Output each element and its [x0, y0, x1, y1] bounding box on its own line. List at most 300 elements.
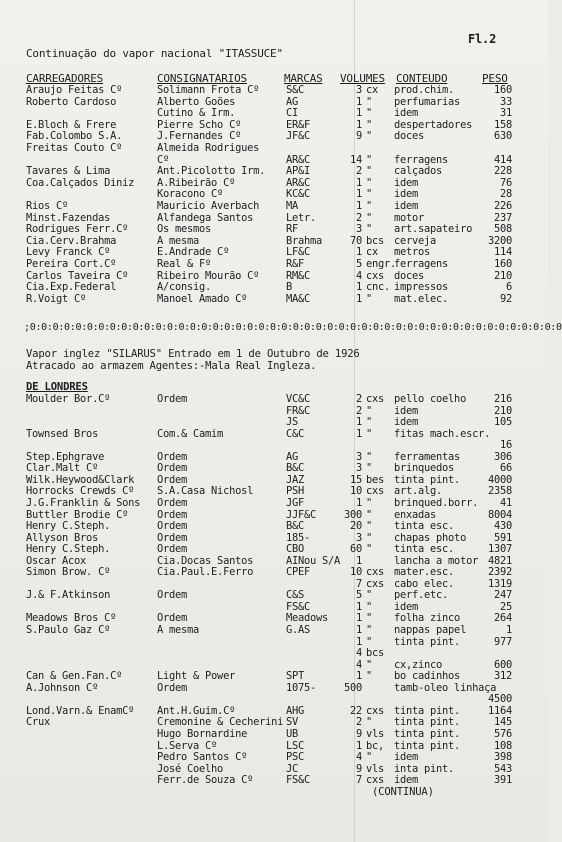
volume-unit-cell: " — [366, 416, 373, 429]
header-marcas: MARCAS — [284, 72, 323, 85]
marca-cell: C&C — [286, 427, 305, 440]
marca-cell: UB — [286, 727, 299, 740]
conteudo-cell: folha zinco — [394, 612, 461, 625]
carregador-cell: Fab.Colombo S.A. — [26, 130, 123, 143]
volume-unit-cell: " — [366, 716, 373, 729]
peso-cell: 8004 — [487, 508, 512, 521]
volume-unit-cell: bcs — [366, 647, 385, 660]
peso-cell: 210 — [493, 404, 512, 417]
conteudo-cell: tinta esc. — [394, 543, 455, 556]
consignatario-cell: Pedro Santos Cº — [157, 751, 248, 764]
volume-count-cell: 1 — [355, 107, 362, 120]
marca-cell: G.AS — [286, 624, 311, 636]
volume-count-cell: 2 — [355, 716, 362, 729]
conteudo-cell: idem — [394, 176, 419, 189]
volume-unit-cell: " — [366, 520, 373, 533]
conteudo-cell: brinqued.borr. — [394, 496, 479, 509]
marca-cell: B&C — [286, 520, 305, 533]
peso-cell: 4000 — [487, 473, 512, 486]
volume-count-cell: 500 — [343, 681, 362, 694]
table-row — [0, 741, 548, 752]
conteudo-cell: idem — [394, 188, 419, 201]
conteudo-cell: ferragens — [394, 153, 449, 166]
peso-cell: 160 — [493, 84, 512, 96]
peso-cell: 1307 — [487, 543, 512, 556]
conteudo-cell: idem — [394, 404, 419, 417]
volume-count-cell: 1 — [355, 200, 362, 212]
volume-count-cell: 3 — [355, 450, 362, 463]
conteudo-cell: idem — [394, 107, 419, 120]
volume-unit-cell: bes — [366, 473, 385, 486]
header-carregadores: CARREGADORES — [26, 72, 104, 85]
consignatario-cell: A.Ribeirão Cº — [157, 176, 236, 189]
conteudo-cell: enxadas — [394, 508, 437, 521]
marca-cell: AHG — [286, 704, 305, 717]
volume-count-cell: 7 — [355, 774, 362, 787]
conteudo-cell: nappas papel — [394, 624, 467, 636]
carregador-cell: Henry C.Steph. — [26, 520, 111, 533]
carregador-cell: Step.Ephgrave — [26, 450, 105, 463]
conteudo-cell: motor — [394, 211, 425, 224]
volume-count-cell: 1 — [355, 739, 362, 752]
peso-cell: 92 — [499, 292, 512, 305]
table-row — [0, 429, 548, 440]
volume-unit-cell: " — [366, 508, 373, 521]
consignatario-cell: A/consig. — [157, 281, 212, 294]
table-row — [0, 486, 548, 497]
peso-cell: 306 — [493, 450, 512, 463]
consignatario-cell: Cutino & Irm. — [157, 107, 236, 120]
conteudo-cell: idem — [394, 751, 419, 764]
carregador-cell: Townsed Bros — [26, 427, 99, 440]
volume-unit-cell: " — [366, 95, 373, 108]
volume-unit-cell: " — [366, 612, 373, 625]
volume-unit-cell: cxs — [366, 577, 385, 590]
carregador-cell: E.Bloch & Frere — [26, 118, 117, 131]
volume-count-cell: 1 — [355, 670, 362, 683]
atracado-line: Atracado ao armazem Agentes:-Mala Real Ingleza. — [26, 360, 317, 372]
volume-count-cell: 7 — [355, 577, 362, 590]
table-row — [0, 625, 548, 636]
table-row — [0, 259, 548, 270]
consignatario-cell: Ordem — [157, 473, 188, 486]
peso-cell: 216 — [493, 393, 512, 405]
table-row — [0, 556, 548, 567]
consignatario-cell: Solimann Frota Cº — [157, 84, 260, 96]
table-row — [0, 236, 548, 247]
marca-cell: S&C — [286, 84, 305, 96]
table-row — [0, 394, 548, 405]
volume-count-cell: 14 — [349, 153, 362, 166]
table-row — [0, 189, 548, 200]
peso-cell: 210 — [493, 269, 512, 282]
volume-unit-cell: " — [366, 130, 373, 143]
volume-count-cell: 1 — [355, 624, 362, 636]
table-row — [0, 775, 548, 786]
conteudo-cell: ferramentas — [394, 450, 461, 463]
conteudo-cell: mat.elec. — [394, 292, 449, 305]
table-row — [0, 178, 548, 189]
volume-count-cell: 3 — [355, 84, 362, 96]
header-conteudo: CONTEUDO — [396, 72, 448, 85]
carregador-cell: Tavares & Lima — [26, 165, 111, 178]
consignatario-cell: L.Serva Cº — [157, 739, 218, 752]
peso-cell: 312 — [493, 670, 512, 683]
volume-unit-cell: cxs — [366, 704, 385, 717]
marca-cell: C&S — [286, 589, 305, 602]
volume-unit-cell: " — [366, 751, 373, 764]
volume-count-cell: 1 — [355, 188, 362, 201]
table-row — [0, 706, 548, 717]
volume-unit-cell: cnc. — [366, 281, 391, 294]
marca-cell: B — [286, 281, 293, 294]
peso-cell: 114 — [493, 246, 512, 259]
consignatario-cell: José Coelho — [157, 762, 224, 775]
consignatario-cell: Ordem — [157, 543, 188, 556]
consignatario-cell: Ordem — [157, 496, 188, 509]
volume-unit-cell: bc, — [366, 739, 385, 752]
consignatario-cell: Cº — [157, 153, 170, 166]
peso-cell: 33 — [499, 95, 512, 108]
table-row — [0, 660, 548, 671]
carregador-cell: Oscar Acox — [26, 554, 87, 567]
table-row — [0, 120, 548, 131]
peso-cell: 16 — [499, 439, 512, 452]
volume-unit-cell: " — [366, 670, 373, 683]
table-row — [0, 294, 548, 305]
conteudo-cell: idem — [394, 774, 419, 787]
volume-count-cell: 1 — [355, 600, 362, 613]
conteudo-cell: cerveja — [394, 234, 437, 247]
conteudo-cell: inta pint. — [394, 762, 455, 775]
conteudo-cell: doces — [394, 130, 425, 143]
conteudo-cell: tinta pint. — [394, 473, 461, 486]
volume-unit-cell: " — [366, 211, 373, 224]
carregador-cell: Can & Gen.Fan.Cº — [26, 670, 123, 683]
volume-count-cell: 20 — [349, 520, 362, 533]
peso-cell: 576 — [493, 727, 512, 740]
conteudo-cell: metros — [394, 246, 431, 259]
volume-count-cell: 3 — [355, 531, 362, 544]
volume-count-cell: 1 — [355, 292, 362, 305]
consignatario-cell: Ribeiro Mourão Cº — [157, 269, 260, 282]
peso-cell: 76 — [499, 176, 512, 189]
consignatario-cell: Ant.Picolotto Irm. — [157, 165, 266, 178]
table-row — [0, 224, 548, 235]
peso-cell: 630 — [493, 130, 512, 143]
volume-count-cell: 1 — [355, 612, 362, 625]
carregador-cell: Araujo Feitas Cº — [26, 84, 123, 96]
peso-cell: 108 — [493, 739, 512, 752]
table-row — [0, 498, 548, 509]
peso-cell: 543 — [493, 762, 512, 775]
table-row — [0, 590, 548, 601]
volume-unit-cell: " — [366, 658, 373, 671]
marca-cell: R&F — [286, 258, 305, 270]
table-row — [0, 440, 548, 451]
carregador-cell: Levy Franck Cº — [26, 246, 111, 259]
header-consignatarios: CONSIGNATARIOS — [157, 72, 247, 85]
conteudo-cell: chapas photo — [394, 531, 467, 544]
header-peso: PESO — [482, 72, 508, 85]
volume-count-cell: 1 — [355, 496, 362, 509]
volume-count-cell: 4 — [355, 269, 362, 282]
consignatario-cell: Ordem — [157, 612, 188, 625]
volume-count-cell: 3 — [355, 223, 362, 236]
volume-count-cell: 1 — [355, 635, 362, 648]
peso-cell: 508 — [493, 223, 512, 236]
conteudo-cell: idem — [394, 600, 419, 613]
volume-count-cell: 1 — [355, 416, 362, 429]
carregador-cell: Lond.Varn.& EnamCº — [26, 704, 135, 717]
table-row — [0, 201, 548, 212]
carregador-cell: Coa.Calçados Diniz — [26, 176, 135, 189]
peso-cell: 1 — [505, 624, 512, 636]
volume-unit-cell: " — [366, 153, 373, 166]
volume-unit-cell: " — [366, 165, 373, 178]
marca-cell: FS&C — [286, 600, 311, 613]
consignatario-cell: Light & Power — [157, 670, 236, 683]
table-row — [0, 671, 548, 682]
consignatario-cell: Cia.Docas Santos — [157, 554, 254, 567]
marca-cell: JC — [286, 762, 299, 775]
table-row — [0, 510, 548, 521]
carregador-cell: S.Paulo Gaz Cº — [26, 624, 111, 636]
marca-cell: MA&C — [286, 292, 311, 305]
volume-count-cell: 9 — [355, 727, 362, 740]
volume-count-cell: 1 — [355, 176, 362, 189]
carregador-cell: Carlos Taveira Cº — [26, 269, 129, 282]
marca-cell: JJF&C — [286, 508, 317, 521]
marca-cell: KC&C — [286, 188, 311, 201]
consignatario-cell: Pierre Scho Cº — [157, 118, 242, 131]
peso-cell: 3200 — [487, 234, 512, 247]
carregador-cell: Pereira Cort.Cº — [26, 258, 117, 270]
page-number: Fl.2 — [468, 32, 497, 46]
carregador-cell: J.G.Franklin & Sons — [26, 496, 141, 509]
table-row — [0, 166, 548, 177]
peso-cell: 4500 — [487, 693, 512, 706]
conteudo-cell: impressos — [394, 281, 449, 294]
header-volumes: VOLUMES — [340, 72, 385, 85]
marca-cell: FS&C — [286, 774, 311, 787]
carregador-cell: Clar.Malt Cº — [26, 462, 99, 475]
peso-cell: 600 — [493, 658, 512, 671]
volume-unit-cell: " — [366, 107, 373, 120]
volume-unit-cell: " — [366, 496, 373, 509]
volume-count-cell: 300 — [343, 508, 362, 521]
consignatario-cell: Com.& Camim — [157, 427, 224, 440]
volume-count-cell: 4 — [355, 658, 362, 671]
table-row — [0, 97, 548, 108]
marca-cell: Brahma — [286, 234, 323, 247]
conteudo-cell: bo cadinhos — [394, 670, 461, 683]
volume-unit-cell: vls — [366, 762, 385, 775]
marca-cell: 1075- — [286, 681, 317, 694]
conteudo-cell: cx,zinco — [394, 658, 443, 671]
volume-unit-cell: " — [366, 404, 373, 417]
conteudo-cell: tinta pint. — [394, 716, 461, 729]
table-row — [0, 155, 548, 166]
carregador-cell: Moulder Bor.Cº — [26, 393, 111, 405]
peso-cell: 237 — [493, 211, 512, 224]
marca-cell: LSC — [286, 739, 305, 752]
table-row — [0, 521, 548, 532]
conteudo-cell: art.sapateiro — [394, 223, 473, 236]
volume-count-cell: 70 — [349, 234, 362, 247]
volume-count-cell: 3 — [355, 462, 362, 475]
consignatario-cell: Cremonine & Cecherini — [157, 716, 284, 729]
peso-cell: 247 — [493, 589, 512, 602]
consignatario-cell: Almeida Rodrigues — [157, 142, 260, 154]
carregador-cell: Allyson Bros — [26, 531, 99, 544]
conteudo-cell: prod.chim. — [394, 84, 455, 96]
marca-cell: AP&I — [286, 165, 311, 178]
volume-unit-cell: " — [366, 531, 373, 544]
volume-count-cell: 4 — [355, 647, 362, 660]
volume-unit-cell: " — [366, 427, 373, 440]
volume-unit-cell: cx — [366, 246, 379, 259]
table-row — [0, 417, 548, 428]
volume-unit-cell: " — [366, 223, 373, 236]
volume-count-cell: 1 — [355, 118, 362, 131]
volume-count-cell: 5 — [355, 258, 362, 270]
origin-heading: DE LONDRES — [26, 381, 88, 393]
volume-count-cell: 1 — [355, 246, 362, 259]
peso-cell: 414 — [493, 153, 512, 166]
conteudo-cell: brinquedos — [394, 462, 455, 475]
volume-unit-cell: " — [366, 200, 373, 212]
marca-cell: LF&C — [286, 246, 311, 259]
peso-cell: 398 — [493, 751, 512, 764]
table-row — [0, 544, 548, 555]
table-row — [0, 85, 548, 96]
volume-count-cell: 15 — [349, 473, 362, 486]
peso-cell: 1164 — [487, 704, 512, 717]
peso-cell: 158 — [493, 118, 512, 131]
volume-unit-cell: " — [366, 589, 373, 602]
volume-unit-cell: cxs — [366, 774, 385, 787]
table-row — [0, 694, 548, 705]
carregador-cell: A.Johnson Cº — [26, 681, 99, 694]
consignatario-cell: Ordem — [157, 589, 188, 602]
table-row — [0, 752, 548, 763]
consignatario-cell: Ferr.de Souza Cº — [157, 774, 254, 787]
carregador-cell: Henry C.Steph. — [26, 543, 111, 556]
marca-cell: JS — [286, 416, 299, 429]
volume-count-cell: 5 — [355, 589, 362, 602]
marca-cell: Letr. — [286, 211, 317, 224]
volume-unit-cell: " — [366, 118, 373, 131]
volume-unit-cell: " — [366, 624, 373, 636]
table-row — [0, 567, 548, 578]
consignatario-cell: A mesma — [157, 624, 200, 636]
table-row — [0, 213, 548, 224]
volume-count-cell: 60 — [349, 543, 362, 556]
marca-cell: JF&C — [286, 130, 311, 143]
volume-unit-cell: " — [366, 188, 373, 201]
conteudo-cell: tinta pint. — [394, 727, 461, 740]
consignatario-cell: Manoel Amado Cº — [157, 292, 248, 305]
volume-count-cell: 10 — [349, 566, 362, 579]
peso-cell: 28 — [499, 188, 512, 201]
conteudo-cell: tinta pint. — [394, 739, 461, 752]
volume-count-cell: 9 — [355, 130, 362, 143]
carregador-cell: Cia.Exp.Federal — [26, 281, 117, 294]
table-row — [0, 764, 548, 775]
consignatario-cell: Alberto Goões — [157, 95, 236, 108]
peso-cell: 4821 — [487, 554, 512, 567]
consignatario-cell: A mesma — [157, 234, 200, 247]
carregador-cell: Simon Brow. Cº — [26, 566, 111, 579]
conteudo-cell: art.alg. — [394, 485, 443, 498]
volume-count-cell: 2 — [355, 404, 362, 417]
peso-cell: 226 — [493, 200, 512, 212]
table-row — [0, 131, 548, 142]
volume-unit-cell: " — [366, 543, 373, 556]
consignatario-cell: Os mesmos — [157, 223, 212, 236]
peso-cell: 41 — [499, 496, 512, 509]
table-row — [0, 406, 548, 417]
table-row — [0, 247, 548, 258]
carregador-cell: Crux — [26, 716, 51, 729]
consignatario-cell: Cia.Paul.E.Ferro — [157, 566, 254, 579]
conteudo-cell: pello coelho — [394, 393, 467, 405]
conteudo-cell: tinta esc. — [394, 520, 455, 533]
carregador-cell: Meadows Bros Cº — [26, 612, 117, 625]
volume-unit-cell: cx — [366, 84, 379, 96]
consignatario-cell: Real & Fº — [157, 258, 212, 270]
marca-cell: 185- — [286, 531, 311, 544]
table-row — [0, 452, 548, 463]
conteudo-cell: calçados — [394, 165, 443, 178]
peso-cell: 6 — [505, 281, 512, 294]
conteudo-cell: mater.esc. — [394, 566, 455, 579]
table-row — [0, 108, 548, 119]
continua-label: (CONTINUA) — [372, 786, 434, 798]
conteudo-cell: doces — [394, 269, 425, 282]
peso-cell: 977 — [493, 635, 512, 648]
marca-cell: ER&F — [286, 118, 311, 131]
volume-unit-cell: cxs — [366, 566, 385, 579]
conteudo-cell: fitas mach.escr. — [394, 427, 491, 440]
document-title: Continuação do vapor nacional "ITASSUCE" — [26, 47, 283, 60]
volume-unit-cell: vls — [366, 727, 385, 740]
marca-cell: B&C — [286, 462, 305, 475]
conteudo-cell: perfumarias — [394, 95, 461, 108]
table-row — [0, 613, 548, 624]
consignatario-cell: Ordem — [157, 450, 188, 463]
volume-count-cell: 2 — [355, 211, 362, 224]
volume-count-cell: 1 — [355, 95, 362, 108]
conteudo-cell: tamb-oleo linhaça — [394, 681, 497, 694]
consignatario-cell: Ordem — [157, 508, 188, 521]
carregador-cell: Rodrigues Ferr.Cº — [26, 223, 129, 236]
peso-cell: 591 — [493, 531, 512, 544]
volume-unit-cell: " — [366, 176, 373, 189]
marca-cell: AR&C — [286, 153, 311, 166]
conteudo-cell: tinta pint. — [394, 704, 461, 717]
consignatario-cell: J.Fernandes Cº — [157, 130, 242, 143]
volume-unit-cell: engr. — [366, 258, 397, 270]
peso-cell: 1319 — [487, 577, 512, 590]
table-row — [0, 648, 548, 659]
carregador-cell: Freitas Couto Cº — [26, 142, 123, 154]
marca-cell: PSH — [286, 485, 305, 498]
consignatario-cell: Koracono Cº — [157, 188, 224, 201]
volume-unit-cell: bcs — [366, 234, 385, 247]
marca-cell: AINou S/A — [286, 554, 341, 567]
